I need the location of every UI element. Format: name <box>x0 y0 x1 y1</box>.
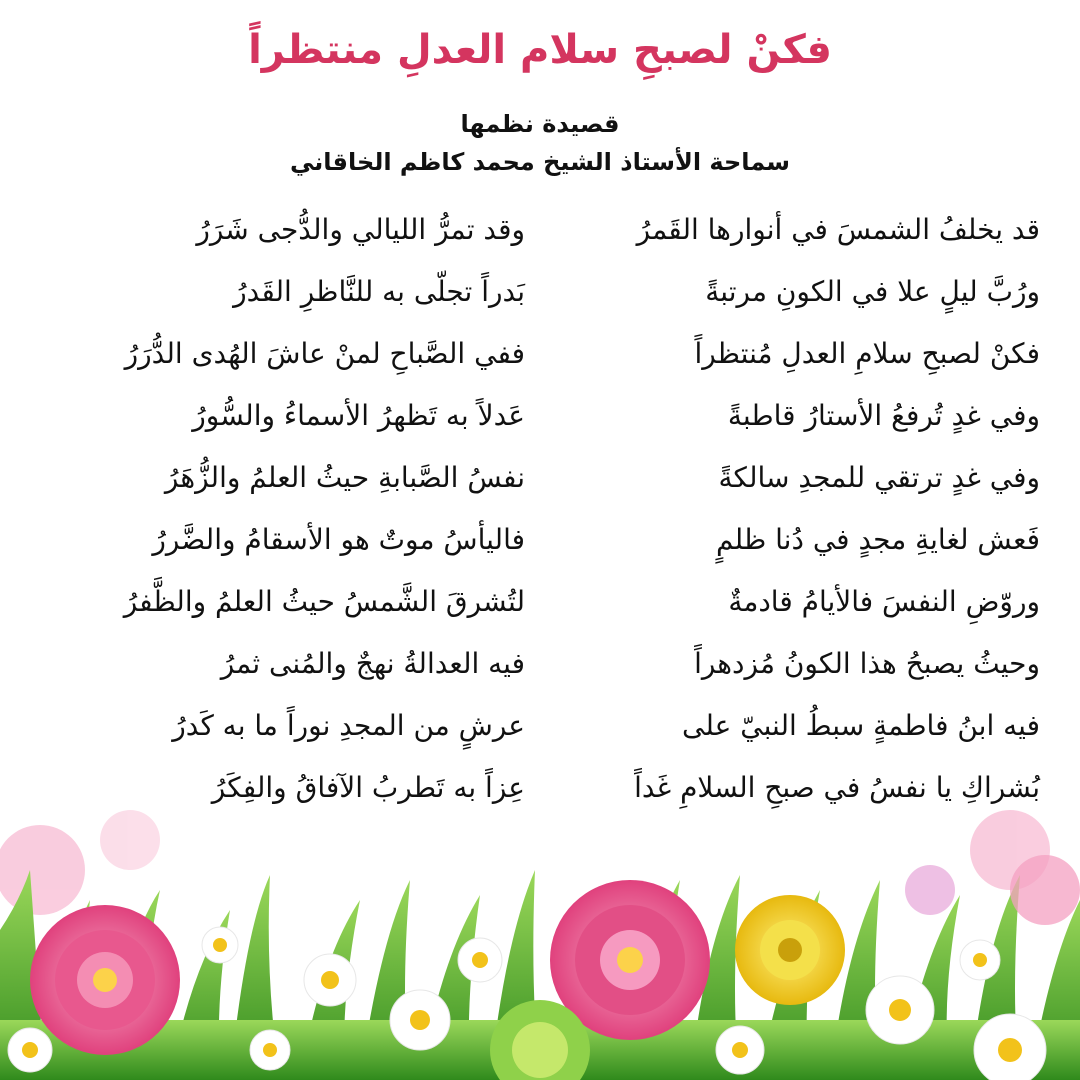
poem-title: فكنْ لصبحِ سلام العدلِ منتظراً <box>248 27 832 73</box>
flower-meadow-decoration <box>0 780 1080 1080</box>
verse-first-hemistich: وفي غدٍ تُرفعُ الأستارُ قاطبةً <box>727 399 1040 432</box>
verse-first-hemistich: فيه ابنُ فاطمةٍ سبطُ النبيّ على <box>682 709 1040 742</box>
verse-first-hemistich: وحيثُ يصبحُ هذا الكونُ مُزدهراً <box>694 647 1040 680</box>
verse-second-hemistich: نفسُ الصَّبابةِ حيثُ العلمُ والزُّهَرُ <box>164 461 525 494</box>
verse-second-hemistich: عرشٍ من المجدِ نوراً ما به كَدرُ <box>172 709 525 742</box>
verse-second-hemistich: عِزاً به تَطربُ الآفاقُ والفِكَرُ <box>211 771 525 804</box>
verse <box>0 262 1080 322</box>
verse-second-hemistich: فاليأسُ موتٌ هو الأسقامُ والضَّررُ <box>152 523 525 556</box>
verse <box>0 696 1080 756</box>
poem-body <box>0 200 1080 820</box>
verse-first-hemistich: وروّضِ النفسَ فالأيامُ قادمةٌ <box>728 585 1040 618</box>
verse <box>0 634 1080 694</box>
verse <box>0 200 1080 260</box>
verse-first-hemistich: ورُبَّ ليلٍ علا في الكونِ مرتبةً <box>705 275 1040 308</box>
verse-first-hemistich: فكنْ لصبحِ سلامِ العدلِ مُنتظراً <box>694 337 1040 370</box>
pink-dahlia-left <box>30 905 180 1055</box>
verse-second-hemistich: وقد تمرُّ الليالي والدُّجى شَرَرُ <box>196 213 525 246</box>
verse-first-hemistich: وفي غدٍ ترتقي للمجدِ سالكةً <box>718 461 1040 494</box>
verse-first-hemistich: قد يخلفُ الشمسَ في أنوارها القَمرُ <box>636 213 1040 246</box>
verse-second-hemistich: ففي الصَّباحِ لمنْ عاشَ الهُدى الدُّرَرُ <box>124 337 525 370</box>
pink-dahlia-right <box>1010 855 1080 925</box>
verse-second-hemistich: عَدلاً به تَظهرُ الأسماءُ والسُّورُ <box>192 399 525 432</box>
verse <box>0 510 1080 570</box>
verse-second-hemistich: لتُشرقَ الشَّمسُ حيثُ العلمُ والظَّفرُ <box>123 585 525 618</box>
yellow-dahlia <box>735 895 845 1005</box>
verse <box>0 572 1080 632</box>
subtitle-line-1: قصيدة نظمها <box>460 110 620 138</box>
verse-first-hemistich: فَعش لغايةِ مجدٍ في دُنا ظلمٍ <box>716 523 1040 556</box>
verse <box>0 324 1080 384</box>
verse-second-hemistich: بَدراً تجلّى به للنَّاظرِ القَدرُ <box>233 275 525 308</box>
verse <box>0 448 1080 508</box>
subtitle-author: سماحة الأستاذ الشيخ محمد كاظم الخاقاني <box>290 148 790 176</box>
verse <box>0 386 1080 446</box>
verse-first-hemistich: بُشراكِ يا نفسُ في صبحِ السلامِ غَداً <box>634 771 1040 804</box>
verse-second-hemistich: فيه العدالةُ نهجٌ والمُنى ثمرُ <box>220 647 525 680</box>
